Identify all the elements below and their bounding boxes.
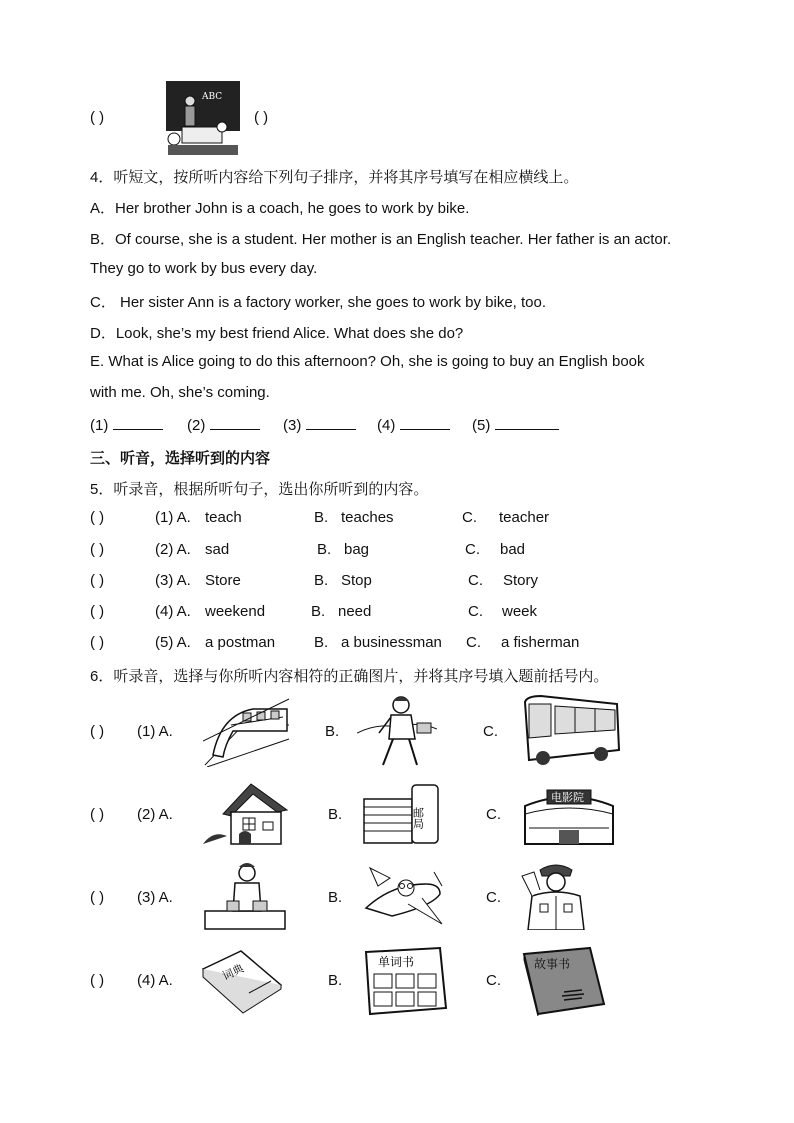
answer-bracket[interactable]: ( ) (90, 541, 105, 558)
q5-title: 5．听录音，根据所听句子，选出你所听到的内容。 (90, 481, 429, 498)
word-book-picture (364, 946, 448, 1016)
option-a: weekend (205, 603, 266, 620)
walking-man-picture (357, 693, 437, 769)
q4-sentence-d: D．Look, she’s my best friend Alice. What does she do? (90, 325, 464, 342)
q4-sentence-a: A．Her brother John is a coach, he goes to work by bike. (90, 200, 470, 217)
top-bracket-right: ( ) (254, 109, 269, 126)
option-c-label: C. (486, 889, 501, 906)
cinema-picture (523, 784, 615, 846)
item-number: (2) A. (155, 541, 191, 558)
option-c-label: C. (483, 723, 498, 740)
answer-bracket[interactable]: ( ) (90, 972, 105, 989)
item-number: (5) A. (155, 634, 191, 651)
q4-blank-5[interactable]: (5) (472, 416, 559, 434)
top-bracket-left: ( ) (90, 109, 105, 126)
option-c: week (502, 603, 538, 620)
option-b: need (338, 603, 372, 620)
q4-blank-4[interactable]: (4) (377, 416, 450, 434)
q4-sentence-b: B．Of course, she is a student. Her mother is an English teacher. Her father is an actor. (90, 231, 672, 248)
option-c-label: C. (462, 509, 477, 526)
option-b-label: B. (325, 723, 340, 740)
train-picture (203, 695, 291, 767)
option-b: Stop (341, 572, 372, 589)
post-office-sign: 邮局 (411, 807, 425, 829)
story-book-picture (520, 946, 608, 1016)
option-a: a postman (205, 634, 276, 651)
q4-blank-1[interactable]: (1) (90, 416, 163, 434)
option-b-label: B. (314, 572, 329, 589)
answer-bracket[interactable]: ( ) (90, 634, 105, 651)
story-book-title: 故事书 (534, 957, 571, 971)
option-c: teacher (499, 509, 550, 526)
worker-picture (203, 861, 287, 931)
q4-blank-2[interactable]: (2) (187, 416, 260, 434)
post-office-picture (362, 783, 442, 845)
q6-title: 6．听录音，选择与你所听内容相符的正确图片，并将其序号填入题前括号内。 (90, 668, 609, 685)
q4-title: 4．听短文，按所听内容给下列句子排序，并将其序号填写在相应横线上。 (90, 169, 579, 186)
classroom-picture (164, 79, 242, 157)
q4-sentence-e-cont: with me. Oh, she’s coming. (90, 384, 270, 401)
word-book-title: 单词书 (378, 955, 415, 969)
dictionary-title: 词典 (220, 961, 246, 983)
option-b-label: B. (317, 541, 332, 558)
option-a: sad (205, 541, 230, 558)
option-c: bad (500, 541, 526, 558)
option-c-label: C. (468, 572, 483, 589)
option-c-label: C. (486, 972, 501, 989)
item-number: (2) A. (137, 806, 173, 823)
option-b-label: B. (328, 806, 343, 823)
option-b-label: B. (311, 603, 326, 620)
dictionary-picture (201, 947, 285, 1015)
option-c: a fisherman (501, 634, 580, 651)
item-number: (4) A. (137, 972, 173, 989)
pilot-plane-picture (362, 864, 446, 928)
section-3-heading: 三、听音，选择听到的内容 (90, 450, 271, 467)
option-b: a businessman (341, 634, 442, 651)
answer-bracket[interactable]: ( ) (90, 603, 105, 620)
option-b: bag (344, 541, 370, 558)
house-picture (203, 780, 293, 846)
option-c: Story (503, 572, 539, 589)
item-number: (1) A. (155, 509, 191, 526)
option-b: teaches (341, 509, 394, 526)
answer-bracket[interactable]: ( ) (90, 723, 105, 740)
item-number: (3) A. (155, 572, 191, 589)
item-number: (1) A. (137, 723, 173, 740)
option-c-label: C. (466, 634, 481, 651)
item-number: (3) A. (137, 889, 173, 906)
option-a: teach (205, 509, 242, 526)
answer-bracket[interactable]: ( ) (90, 889, 105, 906)
option-a: Store (205, 572, 241, 589)
blackboard-text: ABC (202, 92, 223, 102)
answer-bracket[interactable]: ( ) (90, 572, 105, 589)
answer-bracket[interactable]: ( ) (90, 509, 105, 526)
answer-bracket[interactable]: ( ) (90, 806, 105, 823)
option-b-label: B. (314, 634, 329, 651)
option-c-label: C. (465, 541, 480, 558)
cinema-sign: 电影院 (551, 791, 584, 804)
option-c-label: C. (486, 806, 501, 823)
bus-picture (521, 694, 623, 768)
q4-blank-3[interactable]: (3) (283, 416, 356, 434)
q4-sentence-b-cont: They go to work by bus every day. (90, 260, 318, 277)
option-b-label: B. (328, 972, 343, 989)
q4-sentence-c: C． Her sister Ann is a factory worker, she goes to work by bike, too. (90, 294, 547, 311)
q4-sentence-e: E. What is Alice going to do this afternoon? Oh, she is going to buy an English book (90, 353, 645, 370)
option-b-label: B. (328, 889, 343, 906)
police-officer-picture (518, 860, 594, 930)
option-c-label: C. (468, 603, 483, 620)
option-b-label: B. (314, 509, 329, 526)
item-number: (4) A. (155, 603, 191, 620)
